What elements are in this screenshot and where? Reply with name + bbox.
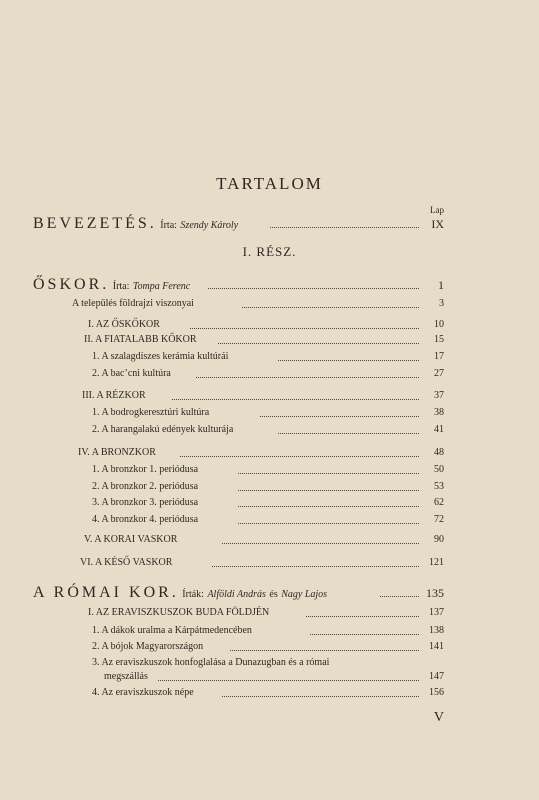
toc-entry: VI. A KÉSŐ VASKOR 121 [80, 557, 444, 568]
romai-conj: és [269, 589, 278, 600]
toc-entry: 3. Az eraviszkuszok honfoglalása a Dunazugban és a római [92, 657, 330, 668]
toc-romai [0, 584, 539, 602]
intro-author: Szendy Károly [180, 220, 239, 231]
oskor-page: 1 [438, 278, 444, 292]
oskor-title: ŐSKOR. [33, 276, 110, 293]
toc-entry: II. A FIATALABB KŐKOR 15 [84, 334, 444, 345]
dot-leader [208, 280, 419, 289]
toc-intro [0, 215, 539, 233]
toc-entry-continued: megszállás 147 [104, 671, 444, 682]
toc-entry: 4. A bronzkor 4. periódusa 72 [92, 514, 444, 525]
toc-entry: 2. A bronzkor 2. periódusa 53 [92, 481, 444, 492]
romai-byline: Írták: [182, 589, 204, 600]
toc-entry: 2. A harangalakú edények kulturája 41 [92, 424, 444, 435]
romai-title: A RÓMAI KOR. [33, 584, 179, 601]
intro-page: IX [431, 217, 444, 231]
romai-author-2: Nagy Lajos [281, 589, 328, 600]
part-heading: I. RÉSZ. [242, 244, 297, 259]
dot-leader [270, 219, 419, 228]
dot-leader [380, 588, 419, 597]
toc-entry: III. A RÉZKOR 37 [82, 390, 444, 401]
page-number: V [433, 710, 444, 725]
intro-title: BEVEZETÉS. [33, 215, 157, 232]
lap-column-label: Lap [430, 205, 444, 215]
toc-entry: 3. A bronzkor 3. periódusa 62 [92, 497, 444, 508]
romai-page: 135 [426, 586, 444, 600]
toc-entry: 4. Az eraviszkuszok népe 156 [92, 687, 444, 698]
toc-entry: 1. A szalagdíszes kerámia kultúrái 17 [92, 351, 444, 362]
toc-entry: 1. A dákok uralma a Kárpátmedencében 138 [92, 625, 444, 636]
toc-entry: 1. A bronzkor 1. periódusa 50 [92, 464, 444, 475]
oskor-byline: Írta: [112, 281, 130, 292]
toc-oskor [0, 276, 539, 294]
toc-entry: I. AZ ERAVISZKUSZOK BUDA FÖLDJÉN 137 [88, 607, 444, 618]
intro-byline: Írta: [160, 220, 177, 231]
toc-entry: 1. A bodrogkeresztúri kultúra 38 [92, 407, 444, 418]
toc-entry: 2. A bacʼcni kultúra 27 [92, 368, 444, 379]
oskor-author: Tompa Ferenc [132, 281, 191, 292]
page-title: TARTALOM [216, 174, 323, 193]
toc-entry: 2. A bójok Magyarországon 141 [92, 641, 444, 652]
romai-author-1: Alföldi András [207, 589, 266, 600]
toc-entry: IV. A BRONZKOR 48 [78, 447, 444, 458]
toc-entry: I. AZ ŐSKŐKOR 10 [88, 319, 444, 330]
toc-entry: A település földrajzi viszonyai 3 [72, 298, 444, 309]
toc-entry: V. A KORAI VASKOR 90 [84, 534, 444, 545]
